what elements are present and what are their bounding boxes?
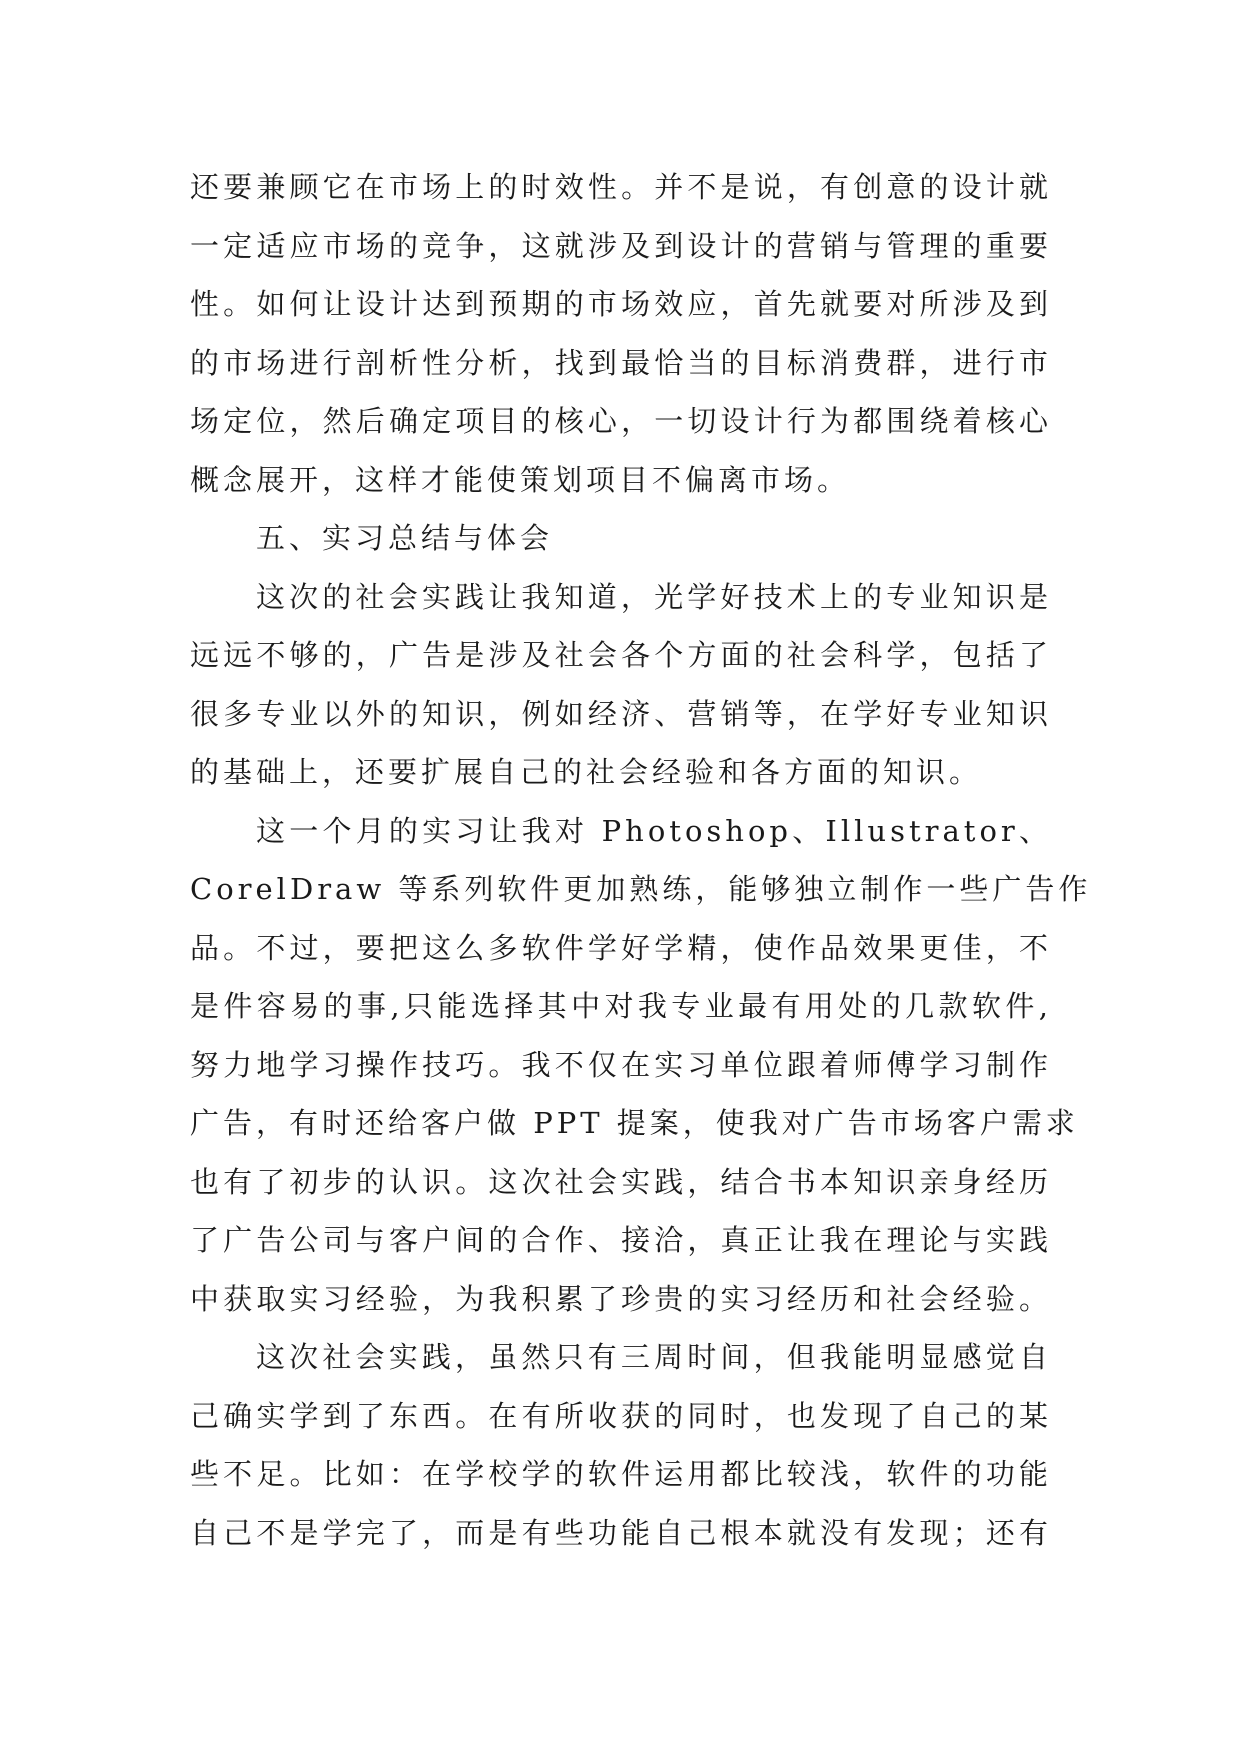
text-line: 这次的社会实践让我知道，光学好技术上的专业知识是	[256, 579, 1052, 614]
text-line: 的市场进行剖析性分析，找到最恰当的目标消费群，进行市	[190, 345, 1052, 380]
text-line: 概念展开，这样才能使策划项目不偏离市场。	[190, 462, 851, 497]
text-line: 这一个月的实习让我对 Photoshop、Illustrator、	[256, 813, 1052, 848]
section-heading: 五、实习总结与体会	[256, 521, 554, 555]
text-line: 了广告公司与客户间的合作、接洽，真正让我在理论与实践	[190, 1223, 1052, 1257]
text-line: 这次社会实践，虽然只有三周时间，但我能明显感觉自	[256, 1340, 1052, 1374]
text-line: 的基础上，还要扩展自己的社会经验和各方面的知识。	[190, 755, 983, 789]
text-line: 努力地学习操作技巧。我不仅在实习单位跟着师傅学习制作	[190, 1047, 1052, 1082]
text-line: 自己不是学完了，而是有些功能自己根本就没有发现；还有	[190, 1515, 1052, 1550]
text-line: 些不足。比如：在学校学的软件运用都比较浅，软件的功能	[190, 1457, 1052, 1491]
text-line: 广告，有时还给客户做 PPT 提案，使我对广告市场客户需求	[190, 1106, 1079, 1140]
text-line: 也有了初步的认识。这次社会实践，结合书本知识亲身经历	[190, 1164, 1052, 1199]
text-line: 中获取实习经验，为我积累了珍贵的实习经历和社会经验。	[190, 1281, 1052, 1316]
text-line: 品。不过，要把这么多软件学好学精，使作品效果更佳，不	[190, 930, 1052, 965]
text-line: 远远不够的，广告是涉及社会各个方面的社会科学，包括了	[190, 638, 1052, 672]
text-line: 性。如何让设计达到预期的市场效应，首先就要对所涉及到	[190, 287, 1052, 321]
text-line: 一定适应市场的竞争，这就涉及到设计的营销与管理的重要	[190, 228, 1052, 263]
text-line: 很多专业以外的知识，例如经济、营销等，在学好专业知识	[190, 696, 1052, 731]
text-line: 还要兼顾它在市场上的时效性。并不是说，有创意的设计就	[190, 170, 1052, 204]
text-line: 己确实学到了东西。在有所收获的同时，也发现了自己的某	[190, 1398, 1052, 1433]
text-line: 场定位，然后确定项目的核心，一切设计行为都围绕着核心	[190, 404, 1052, 438]
body-text	[190, 158, 1092, 1562]
text-line: CorelDraw 等系列软件更加熟练，能够独立制作一些广告作	[190, 872, 1092, 906]
text-line: 是件容易的事,只能选择其中对我专业最有用处的几款软件,	[190, 989, 1052, 1023]
